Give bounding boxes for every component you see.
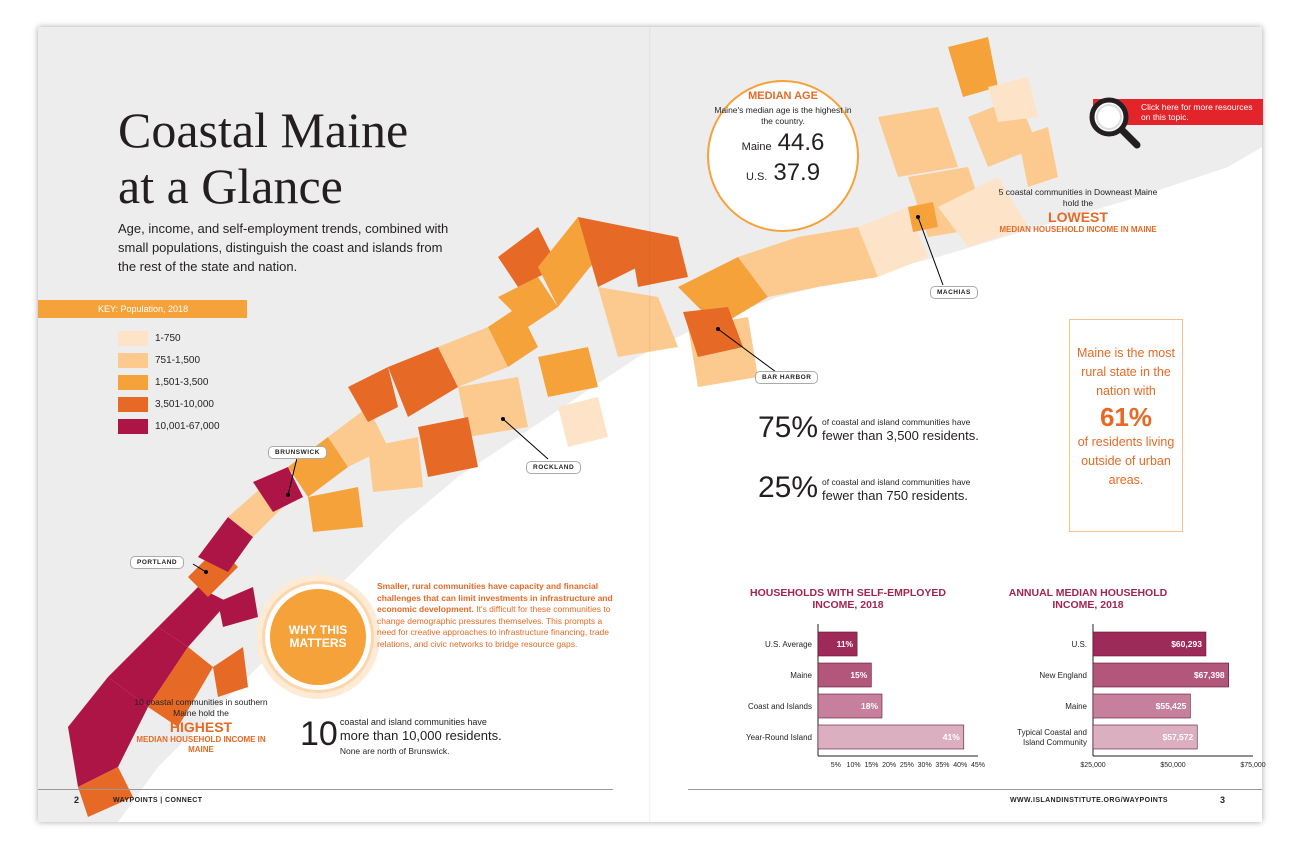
magnifier-icon[interactable]	[1085, 93, 1145, 153]
stat-10	[300, 717, 502, 757]
stat-main: fewer than 3,500 residents.	[822, 428, 979, 443]
footer-rule-left	[38, 789, 613, 790]
chart-tick-label: 35%	[935, 762, 950, 769]
key-swatch	[118, 375, 148, 390]
stat-note: None are north of Brunswick.	[339, 746, 450, 756]
key-label: 1-750	[155, 332, 181, 344]
median-age-value: 37.9	[773, 159, 821, 186]
chart-category-label: Year-Round Island	[746, 733, 812, 742]
chart-bar-label: $55,425	[1155, 701, 1187, 711]
key-swatch	[118, 397, 148, 412]
city-label-bar-harbor: BAR HARBOR	[755, 371, 818, 384]
stat-75	[758, 413, 979, 443]
chart-category-label: U.S.	[1071, 640, 1087, 649]
key-swatch	[118, 353, 148, 368]
chart-tick-label: 5%	[830, 762, 841, 769]
chart-bar-label: 15%	[850, 670, 868, 680]
rural-line-1: Maine is the most rural state in the nation with	[1077, 346, 1175, 398]
title-line-1: Coastal Maine	[118, 102, 409, 158]
stat-small: coastal and island communities have	[339, 717, 487, 727]
chart-category-label: Typical Coastal and	[1017, 728, 1087, 737]
stat-25	[758, 473, 970, 503]
footer-right-label[interactable]: WWW.ISLANDINSTITUTE.ORG/WAYPOINTS	[1010, 797, 1168, 804]
lowest-big: LOWEST	[1048, 209, 1108, 225]
chart-category-label: New England	[1039, 671, 1087, 680]
intro-text: Age, income, and self-employment trends, combined with small populations, distinguish the coast and islands from the rest of the state and nation.	[118, 221, 449, 274]
magazine-spread	[38, 27, 1266, 822]
city-label-portland: PORTLAND	[130, 556, 184, 569]
chart-title-self-employed: HOUSEHOLDS WITH SELF-EMPLOYED INCOME, 2018	[749, 587, 946, 611]
footer-left-label: WAYPOINTS | CONNECT	[113, 797, 203, 804]
key-item	[118, 327, 220, 349]
median-age-title: MEDIAN AGE	[748, 90, 818, 102]
chart-tick-label: 40%	[953, 762, 968, 769]
key-item	[118, 371, 220, 393]
rural-callout	[1069, 319, 1183, 532]
gutter	[649, 27, 651, 822]
stat-number: 75%	[758, 411, 819, 444]
more-resources-label: Click here for more resources on this topic.	[1141, 102, 1253, 122]
key-label: 3,501-10,000	[155, 398, 214, 410]
self-employed-chart	[688, 624, 986, 769]
key-label: 10,001-67,000	[155, 420, 220, 432]
title-line-2: at a Glance	[118, 158, 343, 214]
chart-bar-label: 18%	[860, 701, 878, 711]
stat-main: more than 10,000 residents.	[339, 728, 502, 743]
chart-category-label: Maine	[790, 671, 812, 680]
key-item	[118, 415, 220, 437]
chart-tick-label: $75,000	[1240, 762, 1266, 769]
chart-category-label: Coast and Islands	[747, 702, 812, 711]
chart-tick-label: 30%	[917, 762, 932, 769]
highest-big: HIGHEST	[169, 719, 233, 735]
stat-main: fewer than 750 residents.	[822, 488, 969, 503]
stat-small: of coastal and island communities have	[822, 417, 971, 427]
stat-small: of coastal and island communities have	[822, 477, 971, 487]
chart-title-median-income: ANNUAL MEDIAN HOUSEHOLD INCOME, 2018	[1008, 587, 1168, 611]
chart-tick-label: $25,000	[1080, 762, 1106, 769]
key-header: KEY: Population, 2018	[38, 300, 247, 318]
median-age-label: Maine	[741, 141, 772, 153]
key-swatch	[118, 419, 148, 434]
rural-pct: 61%	[1099, 402, 1153, 432]
key-label: 1,501-3,500	[155, 376, 209, 388]
chart-bar-label: 41%	[942, 732, 960, 742]
chart-tick-label: 10%	[846, 762, 861, 769]
why-bold: Smaller, rural communities have capacity and financial challenges that can limit investments in infrastructure and economic development.	[377, 581, 613, 614]
chart-tick-label: 15%	[864, 762, 879, 769]
page-number-left: 2	[74, 795, 80, 805]
median-age-row-maine	[709, 129, 857, 157]
why-this-matters-text	[377, 581, 617, 650]
rural-line-2: of residents living outside of urban areas.	[1077, 435, 1175, 487]
chart-bar-label: $60,293	[1171, 639, 1202, 649]
city-label-machias: MACHIAS	[930, 286, 978, 299]
chart-tick-label: 45%	[970, 762, 986, 769]
chart-tick-label: 20%	[882, 762, 897, 769]
footer-rule-right	[688, 789, 1262, 790]
city-label-rockland: ROCKLAND	[526, 461, 581, 474]
highest-sub: MEDIAN HOUSEHOLD INCOME IN MAINE	[136, 735, 266, 754]
median-income-chart	[963, 624, 1266, 769]
key-swatch	[118, 331, 148, 346]
chart-tick-label: 25%	[899, 762, 914, 769]
chart-bar-label: 11%	[836, 639, 854, 649]
lowest-income-callout	[998, 187, 1158, 235]
chart-category-label: Island Community	[1022, 738, 1087, 747]
chart-category-label: U.S. Average	[765, 640, 812, 649]
median-age-callout	[707, 80, 859, 232]
key-item	[118, 393, 220, 415]
key-legend	[118, 327, 220, 437]
key-item	[118, 349, 220, 371]
city-label-brunswick: BRUNSWICK	[268, 446, 327, 459]
lowest-pre: 5 coastal communities in Downeast Maine hold the	[998, 187, 1158, 208]
stat-number: 25%	[758, 471, 819, 504]
chart-bar-label: $67,398	[1193, 670, 1225, 680]
why-rest: It's difficult for these communities to change demographic pressures themselves. This prompts a need for creative approaches to infrastructure financing, trade relations, and civic networks to bridge resource gaps.	[377, 604, 611, 649]
median-age-desc: Maine's median age is the highest in the country.	[714, 105, 852, 126]
chart-category-label: Maine	[1065, 702, 1087, 711]
highest-pre: 10 coastal communities in southern Maine hold the	[134, 697, 268, 718]
key-label: 751-1,500	[155, 354, 201, 366]
stat-number: 10	[300, 715, 338, 753]
chart-bar-label: $57,572	[1162, 732, 1194, 742]
lowest-sub: MEDIAN HOUSEHOLD INCOME IN MAINE	[999, 225, 1157, 234]
highest-income-callout	[126, 697, 276, 755]
page-title	[118, 102, 478, 214]
page-number-right: 3	[1220, 795, 1226, 805]
why-this-matters-badge: WHY THIS MATTERS	[270, 589, 366, 685]
chart-tick-label: $50,000	[1160, 762, 1186, 769]
median-age-value: 44.6	[777, 129, 825, 156]
median-age-label: U.S.	[745, 171, 768, 183]
median-age-row-us	[709, 159, 857, 187]
